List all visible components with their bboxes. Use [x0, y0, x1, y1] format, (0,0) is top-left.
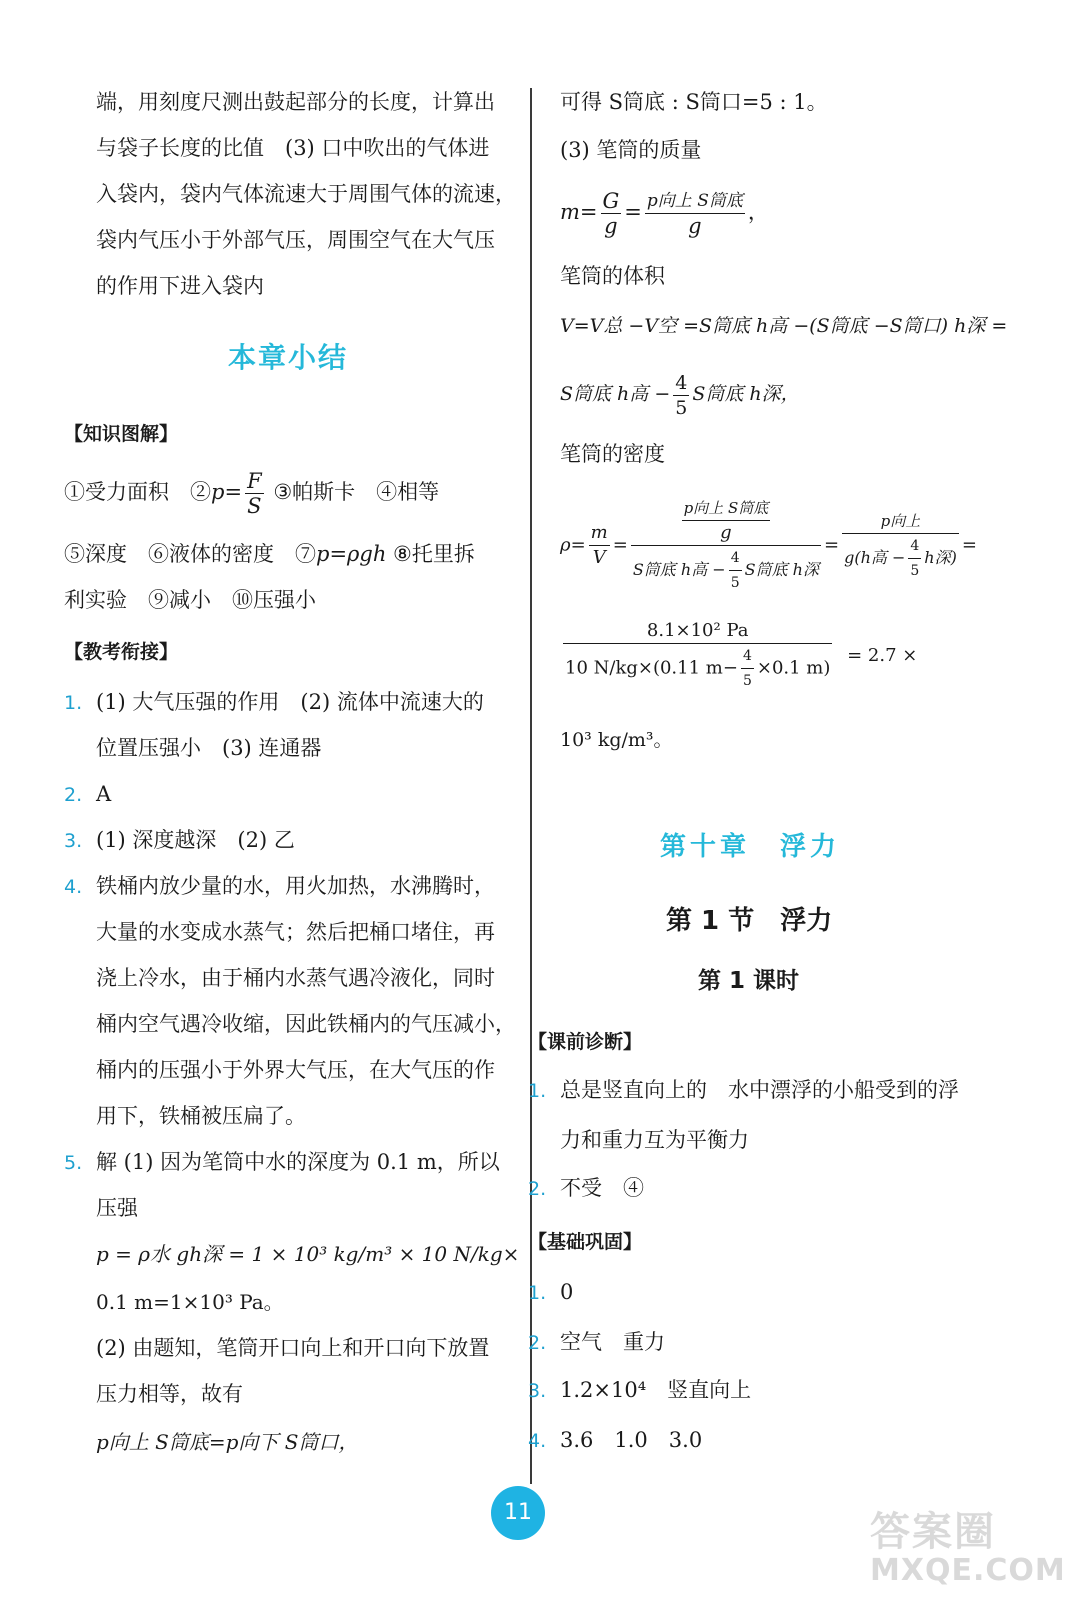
basic-heading: 【基础巩固】: [528, 1231, 643, 1253]
mass-numerator: p向上 S筒底: [645, 189, 745, 214]
density-num2: p向上: [842, 509, 959, 534]
mass-fraction-2: [645, 189, 745, 238]
numeric-four-fifths: [741, 644, 754, 693]
mass-formula: m= $\frac{G}{g}$ = $\frac{\text{p向上 S筒底}}{g}$ ，: [560, 189, 769, 238]
mass-title: (3) 笔筒的质量: [560, 138, 702, 162]
knowledge-line2-part-a: ⑤深度 ⑥液体的密度 ⑦: [64, 542, 316, 566]
area-ratio: 可得 S筒底 : S筒口=5 : 1。: [560, 90, 828, 114]
knowledge-line1-part-b: ③帕斯卡 ④相等: [273, 480, 440, 504]
pressure-calc-line-1: p = ρ水 gh深 = 1 × 10³ kg/m³ × 10 N/kg×: [96, 1242, 520, 1266]
watermark-bottom: MXQE.COM: [870, 1553, 1066, 1588]
knowledge-fraction: [245, 469, 264, 518]
volume-title: 笔筒的体积: [560, 264, 665, 288]
item-text: 总是竖直向上的 水中漂浮的小船受到的浮: [560, 1078, 959, 1102]
item-text: 解 (1) 因为笔筒中水的深度为 0.1 m，所以: [96, 1150, 500, 1174]
exam-item-4-cont-5: 用下，铁桶被压扁了。: [96, 1104, 306, 1128]
numeric-numerator: 8.1×10² Pa: [563, 619, 832, 644]
density-complex-numerator: [631, 496, 821, 546]
density-den1-b: S筒底 h深: [744, 560, 819, 579]
knowledge-F: F: [247, 469, 262, 493]
lesson-title: 第 1 课时: [698, 968, 800, 994]
knowledge-S: S: [247, 494, 262, 518]
exam-item-4-cont-1: 大量的水变成水蒸气；然后把桶口堵住，再: [96, 920, 495, 944]
basic-item-3: [528, 1376, 751, 1405]
mass-g-2: g: [688, 214, 702, 238]
item-text: 1.2×10⁴ 竖直向上: [560, 1378, 752, 1402]
volume-5: 5: [675, 396, 688, 419]
knowledge-line1-part-a: ①受力面积 ②: [64, 480, 211, 504]
knowledge-eq: =: [224, 480, 243, 504]
exam-item-1-cont: 位置压强小 (3) 连通器: [96, 736, 322, 760]
pre-item-2: [528, 1174, 644, 1203]
volume-line-2: [560, 368, 800, 420]
density-denominator-1: [631, 546, 821, 595]
density-fraction-3: [842, 509, 959, 583]
exam-item-4-cont-2: 浇上冷水，由于桶内水蒸气遇冷液化，同时: [96, 966, 495, 990]
density-denominator-2: [842, 534, 959, 583]
item-text: (1) 深度越深 (2) 乙: [96, 828, 295, 852]
chapter-title: 第十章 浮力: [660, 832, 841, 862]
intro-line-1: 端，用刻度尺测出鼓起部分的长度，计算出: [96, 90, 495, 114]
density-num1: p向上 S筒底: [682, 496, 771, 521]
knowledge-line-1: [64, 468, 439, 516]
volume-line2-part-a: S筒底 h高 −: [560, 383, 671, 405]
exam-item-1: [64, 688, 484, 717]
volume-line-1: V=V总 −V空 =S筒底 h高 −(S筒底 −S筒口) h深 =: [560, 315, 1008, 337]
item-text: 空气 重力: [560, 1330, 665, 1354]
density-g: g: [720, 522, 732, 543]
item-number: 2.: [528, 1332, 547, 1354]
part2-line-1: (2) 由题知，笔筒开口向上和开口向下放置: [96, 1336, 490, 1360]
density-four-fifths-2: [908, 534, 921, 583]
density-4b: 4: [908, 534, 921, 559]
numeric-formula: [560, 618, 917, 694]
mass-tail: ，: [747, 200, 769, 224]
section-title: 第 1 节 浮力: [666, 906, 833, 936]
exam-item-4-cont-3: 桶内空气遇冷收缩，因此铁桶内的气压减小，: [96, 1012, 516, 1036]
intro-line-5: 的作用下进入袋内: [96, 274, 264, 298]
watermark-top: 答案圈: [870, 1509, 996, 1555]
volume-fraction: [673, 371, 689, 420]
item-text: 3.6 1.0 3.0: [560, 1428, 703, 1452]
density-4: 4: [729, 546, 742, 571]
density-m: m: [589, 521, 610, 546]
volume-4: 4: [675, 371, 688, 394]
item-number: 3.: [528, 1380, 547, 1402]
exam-item-4-cont-4: 桶内的压强小于外界大气压，在大气压的作: [96, 1058, 495, 1082]
knowledge-line2-part-b: ⑧托里拆: [393, 542, 475, 566]
pre-item-1: [528, 1076, 959, 1105]
density-fraction-mv: [589, 521, 610, 570]
numeric-den-a: 10 N/kg×(0.11 m−: [565, 657, 738, 679]
numeric-result: 10³ kg/m³。: [560, 729, 673, 751]
mass-m: m=: [560, 200, 598, 224]
mass-g: g: [604, 214, 618, 238]
item-number: 4.: [528, 1430, 547, 1452]
volume-line2-part-b: S筒底 h深，: [692, 383, 800, 405]
intro-line-4: 袋内气压小于外部气压，周围空气在大气压: [96, 228, 495, 252]
item-number: 4.: [64, 876, 83, 898]
density-V: V: [592, 547, 606, 568]
knowledge-heading: 【知识图解】: [64, 423, 179, 445]
density-den1-a: S筒底 h高 −: [632, 560, 726, 579]
part2-line-2: 压力相等，故有: [96, 1382, 243, 1406]
knowledge-line-2: [64, 540, 475, 568]
item-number: 3.: [64, 830, 83, 852]
column-divider: [530, 88, 532, 1484]
item-number: 2.: [64, 784, 83, 806]
knowledge-line-3: 利实验 ⑨减小 ⑩压强小: [64, 588, 316, 612]
pre-heading: 【课前诊断】: [528, 1031, 643, 1053]
mass-G: G: [602, 189, 620, 213]
basic-item-4: [528, 1426, 702, 1455]
item-number: 1.: [64, 692, 83, 714]
numeric-tail: = 2.7 ×: [847, 645, 918, 666]
item-number: 1.: [528, 1080, 547, 1102]
numeric-denominator: [563, 644, 832, 693]
density-5b: 5: [910, 562, 920, 579]
numeric-den-b: ×0.1 m): [756, 657, 831, 679]
pressure-equality: p向上 S筒底=p向下 S筒口，: [96, 1430, 359, 1454]
item-number: 1.: [528, 1282, 547, 1304]
item-text: 铁桶内放少量的水，用火加热，水沸腾时，: [96, 874, 495, 898]
density-den2-a: g(h高 −: [844, 547, 906, 567]
chapter-summary-title: 本章小结: [228, 341, 349, 374]
density-title: 笔筒的密度: [560, 442, 665, 466]
density-four-fifths: [729, 546, 742, 595]
knowledge-p: p: [211, 480, 225, 504]
item-number: 5.: [64, 1152, 83, 1174]
intro-line-3: 入袋内，袋内气体流速大于周围气体的流速，: [96, 182, 516, 206]
watermark-logo: [870, 1500, 1070, 1595]
item-text: 0: [560, 1280, 574, 1304]
basic-item-2: [528, 1328, 665, 1357]
exam-item-4: [64, 872, 495, 901]
exam-item-3: [64, 826, 295, 855]
exam-heading: 【教考衔接】: [64, 641, 179, 663]
page-number: 11: [491, 1486, 545, 1540]
item-text: (1) 大气压强的作用 (2) 流体中流速大的: [96, 690, 484, 714]
numeric-fraction: [563, 619, 832, 693]
basic-item-1: [528, 1278, 573, 1307]
knowledge-line2-formula: p=ρgh: [316, 542, 387, 566]
density-inner-fraction: [682, 496, 771, 545]
density-fraction-2: [631, 496, 821, 595]
density-rho: ρ=: [560, 534, 586, 556]
exam-item-5-cont: 压强: [96, 1196, 138, 1220]
numeric-4: 4: [741, 644, 754, 669]
density-formula: ρ= $\frac{m}{V}$ = $\frac{\text{p向上 S筒底}}{g}$ S筒底 h高 − $\frac{4}{5}$ S筒底 h深 = p向上 g(h高 − $\frac{4}{5}$ h深) =: [560, 496, 977, 586]
intro-line-2: 与袋子长度的比值 (3) 口中吹出的气体进: [96, 136, 490, 160]
numeric-5: 5: [742, 673, 752, 689]
mass-fraction-1: [601, 189, 622, 238]
pressure-calc-line-2: 0.1 m=1×10³ Pa。: [96, 1290, 284, 1314]
density-5: 5: [730, 575, 740, 591]
item-text: 不受 ④: [560, 1176, 644, 1200]
item-number: 2.: [528, 1178, 547, 1200]
item-text: A: [96, 782, 112, 806]
exam-item-2: [64, 780, 111, 809]
exam-item-5: [64, 1148, 500, 1177]
pre-item-1-cont: 力和重力互为平衡力: [560, 1128, 749, 1152]
density-den2-b: h深): [924, 547, 957, 567]
